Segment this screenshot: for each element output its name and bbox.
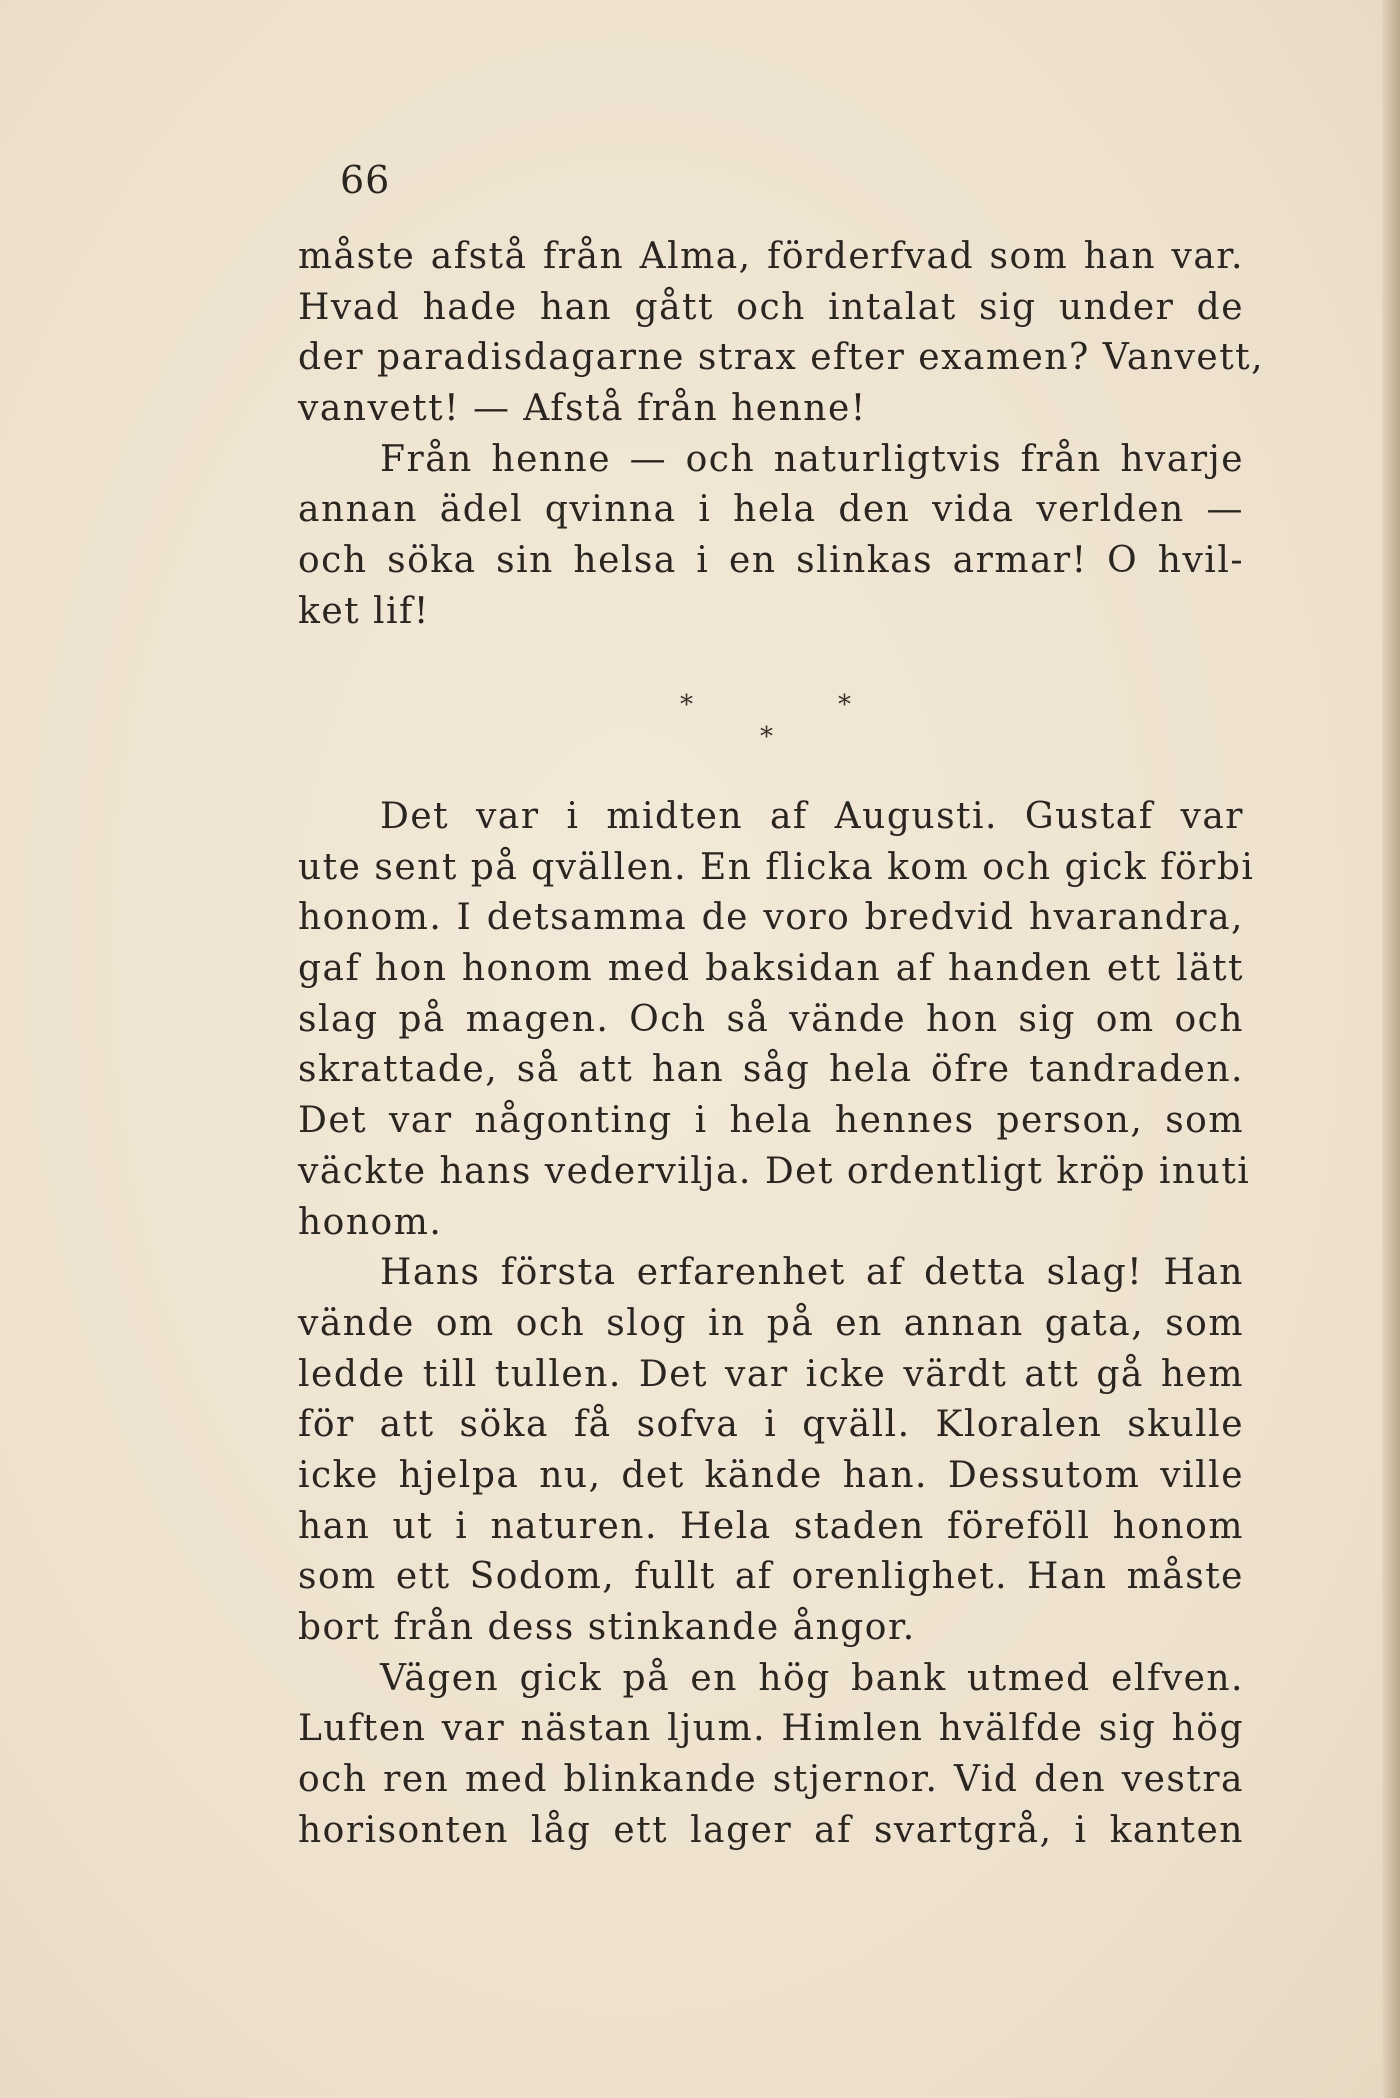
- text-line: Hvad hade han gått och intalat sig under de: [298, 286, 1244, 328]
- text-line: der paradisdagarne strax efter examen? Vanvett,: [298, 337, 1265, 379]
- text-line: horisonten låg ett lager af svartgrå, i kanten: [298, 1809, 1244, 1851]
- text-line: honom. I detsamma de voro bredvid hvarandra,: [298, 897, 1244, 939]
- text-line: måste afstå från Alma, förderfvad som han var.: [298, 236, 1244, 277]
- text-line: annan ädel qvinna i hela den vida verlden —: [298, 489, 1244, 531]
- text-line: Det var någonting i hela hennes person, som: [298, 1100, 1244, 1142]
- page-number: 66: [340, 158, 391, 202]
- text-line: honom.: [298, 1201, 443, 1243]
- text-line: ledde till tullen. Det var icke värdt att gå hem: [298, 1353, 1244, 1395]
- page-gutter: [1382, 0, 1400, 2098]
- text-line: icke hjelpa nu, det kände han. Dessutom ville: [298, 1454, 1244, 1496]
- text-line: vanvett! — Afstå från henne!: [298, 388, 867, 430]
- text-section-2: [298, 792, 1255, 1856]
- text-line: Vägen gick på en hög bank utmed elfven.: [380, 1657, 1244, 1699]
- text-line: och ren med blinkande stjernor. Vid den vestra: [298, 1759, 1244, 1801]
- text-line: vände om och slog in på en annan gata, som: [298, 1302, 1244, 1344]
- text-line: Hans första erfarenhet af detta slag! Han: [380, 1252, 1244, 1294]
- text-line: för att söka få sofva i qväll. Kloralen skulle: [298, 1404, 1244, 1446]
- text-line: Det var i midten af Augusti. Gustaf var: [380, 796, 1244, 837]
- asterisk-ornament: *: [680, 690, 693, 720]
- text-line: Från henne — och naturligtvis från hvarje: [380, 438, 1244, 480]
- text-line: skrattade, så att han såg hela öfre tandraden.: [298, 1049, 1244, 1091]
- text-line: gaf hon honom med baksidan af handen ett lätt: [298, 948, 1244, 990]
- text-line: väckte hans vedervilja. Det ordentligt kröp inuti: [298, 1150, 1251, 1192]
- asterisk-ornament: *: [760, 722, 773, 752]
- text-line: ket lif!: [298, 590, 430, 632]
- text-line: han ut i naturen. Hela staden föreföll honom: [298, 1505, 1244, 1547]
- asterisk-ornament: *: [838, 690, 851, 720]
- text-line: och söka sin helsa i en slinkas armar! O hvil-: [298, 540, 1244, 582]
- text-line: slag på magen. Och så vände hon sig om och: [298, 998, 1244, 1040]
- text-section-1: [298, 232, 1265, 638]
- text-line: ute sent på qvällen. En flicka kom och gick förbi: [298, 846, 1255, 888]
- text-line: bort från dess stinkande ångor.: [298, 1607, 916, 1648]
- text-line: Luften var nästan ljum. Himlen hvälfde sig hög: [298, 1708, 1244, 1750]
- text-line: som ett Sodom, fullt af orenlighet. Han måste: [298, 1556, 1244, 1598]
